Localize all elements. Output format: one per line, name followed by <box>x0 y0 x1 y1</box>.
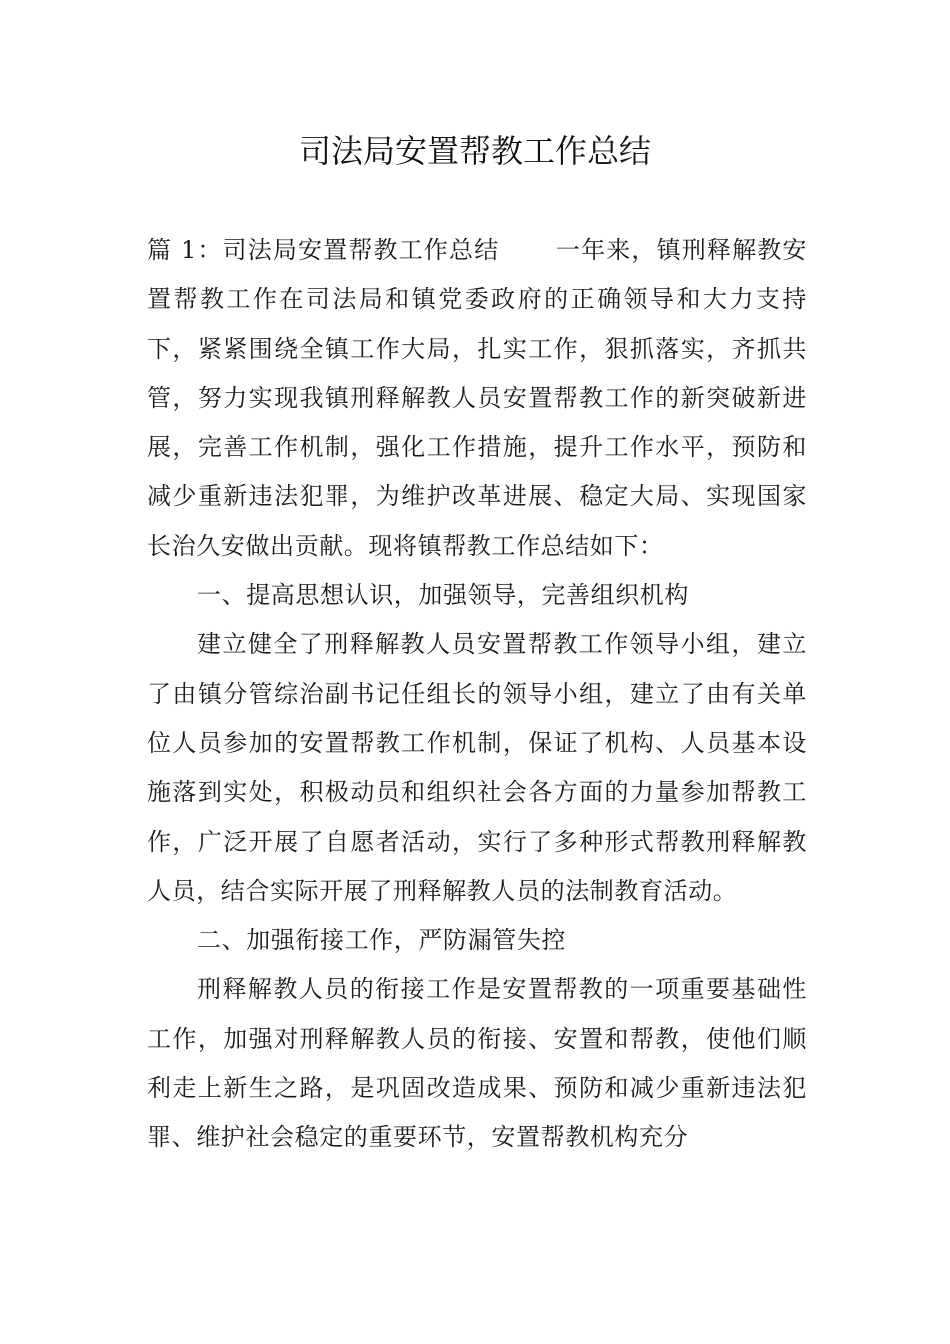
intro-text: 一年来，镇刑释解教安置帮教工作在司法局和镇党委政府的正确领导和大力支持下，紧紧围绕全镇工作大局，扎实工作，狠抓落实，齐抓共管，努力实现我镇刑释解教人员安置帮教工作的新突破新进展，完善工作机制，强化工作措施，提升工作水平，预防和减少重新违法犯罪，为维护改革进展、稳定大局、实现国家长治久安做出贡献。现将镇帮教工作总结如下： <box>147 236 807 560</box>
section1-heading: 一、提高思想认识，加强领导，完善组织机构 <box>197 581 689 610</box>
section2-paragraph: 刑释解教人员的衔接工作是安置帮教的一项重要基础性工作，加强对刑释解教人员的衔接、安置和帮教，使他们顺利走上新生之路，是巩固改造成果、预防和减少重新违法犯罪、维护社会稳定的重要环节，安置帮教机构充分 <box>147 975 807 1152</box>
document-title: 司法局安置帮教工作总结 <box>298 132 651 170</box>
section2-heading: 二、加强衔接工作，严防漏管失控 <box>197 926 566 955</box>
document-body <box>147 226 807 1163</box>
intro-paragraph <box>147 226 807 571</box>
intro-label: 篇 1：司法局安置帮教工作总结 <box>147 236 500 264</box>
section1-paragraph: 建立健全了刑释解教人员安置帮教工作领导小组，建立了由镇分管综治副书记任组长的领导小组，建立了由有关单位人员参加的安置帮教工作机制，保证了机构、人员基本设施落到实处，积极动员和组织社会各方面的力量参加帮教工作，广泛开展了自愿者活动，实行了多种形式帮教刑释解教人员，结合实际开展了刑释解教人员的法制教育活动。 <box>147 630 807 905</box>
